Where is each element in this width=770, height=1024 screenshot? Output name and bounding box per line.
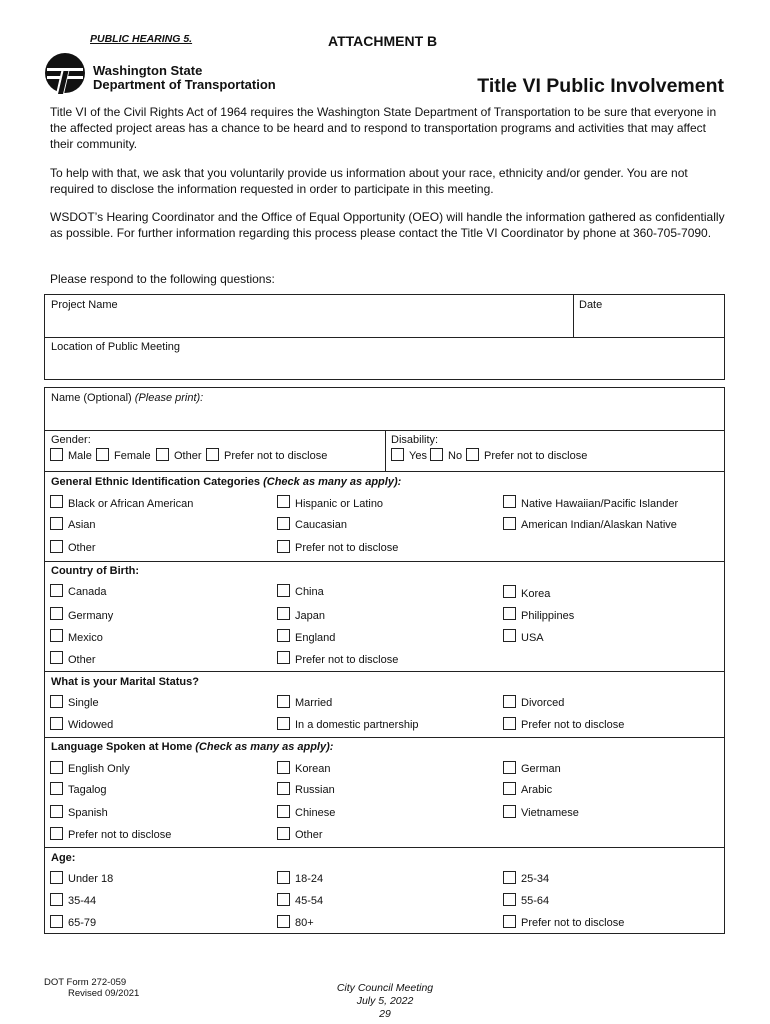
option-label: 45-54: [295, 895, 324, 907]
divider: [385, 430, 386, 471]
option-label: Asian: [68, 519, 96, 531]
checkbox-germany[interactable]: [50, 607, 63, 620]
option-label: Russian: [295, 784, 335, 796]
option-label: 55-64: [521, 895, 550, 907]
checkbox-lang-other[interactable]: [277, 827, 290, 840]
ethnic-hint: (Check as many as apply):: [263, 476, 402, 488]
option-label: Prefer not to disclose: [295, 542, 399, 554]
option-label: Prefer not to disclose: [68, 829, 172, 841]
option-label: Canada: [68, 586, 107, 598]
org-line-1: Washington State: [93, 63, 203, 78]
option-label: Black or African American: [68, 498, 194, 510]
option-label: Divorced: [521, 697, 565, 709]
location-field[interactable]: Location of Public Meeting: [51, 341, 181, 353]
divider: [44, 847, 725, 848]
checkbox-ethnic-prefer-not[interactable]: [277, 540, 290, 553]
divider: [573, 294, 574, 337]
checkbox-disability-prefer-not[interactable]: [466, 448, 479, 461]
checkbox-80-plus[interactable]: [277, 915, 290, 928]
option-label: Vietnamese: [521, 807, 579, 819]
checkbox-german[interactable]: [503, 761, 516, 774]
org-line-2: Department of Transportation: [93, 77, 276, 92]
option-label: Married: [295, 697, 333, 709]
marital-section-title: What is your Marital Status?: [51, 676, 199, 688]
option-label: Prefer not to disclose: [224, 450, 328, 462]
name-field[interactable]: [51, 392, 203, 404]
option-label: Tagalog: [68, 784, 107, 796]
option-label: USA: [521, 632, 544, 644]
checkbox-tagalog[interactable]: [50, 782, 63, 795]
checkbox-mexico[interactable]: [50, 629, 63, 642]
option-label: American Indian/Alaskan Native: [521, 519, 677, 531]
page-title: Title VI Public Involvement: [477, 75, 724, 97]
checkbox-gender-prefer-not[interactable]: [206, 448, 219, 461]
checkbox-usa[interactable]: [503, 629, 516, 642]
checkbox-english-only[interactable]: [50, 761, 63, 774]
option-label: Caucasian: [295, 519, 347, 531]
intro-paragraph-4: Please respond to the following questions:: [50, 272, 275, 286]
name-label: Name (Optional): [51, 392, 132, 404]
checkbox-hispanic-latino[interactable]: [277, 495, 290, 508]
age-section-title: Age:: [51, 852, 76, 864]
checkbox-asian[interactable]: [50, 517, 63, 530]
project-name-field[interactable]: Project Name: [51, 299, 118, 311]
checkbox-female[interactable]: [96, 448, 109, 461]
language-title-text: Language Spoken at Home: [51, 741, 193, 753]
option-label: Single: [68, 697, 99, 709]
intro-paragraph-2: To help with that, we ask that you voluntarily provide us information about your race, ethnicity and/or gender. You are not required to disclose the information requested in order to participate in this meeting.: [50, 166, 688, 196]
divider: [44, 471, 725, 472]
form-number: [44, 977, 139, 999]
divider: [44, 671, 725, 672]
option-label: Germany: [68, 610, 114, 622]
intro-paragraph-3: WSDOT’s Hearing Coordinator and the Office of Equal Opportunity (OEO) will handle the information gathered as confidentially as possible. For further information regarding this process please contact the Title VI Coordinator by phone at 360-705-7090.: [50, 210, 725, 240]
wsdot-logo-icon: [44, 52, 86, 94]
attachment-label: ATTACHMENT B: [328, 33, 438, 49]
checkbox-55-64[interactable]: [503, 893, 516, 906]
checkbox-black-african-american[interactable]: [50, 495, 63, 508]
option-label: Under 18: [68, 873, 114, 885]
checkbox-marital-prefer-not[interactable]: [503, 717, 516, 730]
gender-label: Gender:: [51, 434, 91, 446]
page-number: 29: [379, 1008, 391, 1020]
checkbox-domestic-partnership[interactable]: [277, 717, 290, 730]
form-number-text: DOT Form 272-059: [44, 977, 127, 988]
checkbox-birth-other[interactable]: [50, 651, 63, 664]
checkbox-35-44[interactable]: [50, 893, 63, 906]
option-label: Yes: [409, 450, 427, 462]
footer-date: July 5, 2022: [356, 995, 414, 1007]
option-label: Prefer not to disclose: [521, 917, 625, 929]
checkbox-russian[interactable]: [277, 782, 290, 795]
option-label: 18-24: [295, 873, 324, 885]
language-section-title: [51, 741, 333, 753]
checkbox-ethnic-other[interactable]: [50, 540, 63, 553]
checkbox-philippines[interactable]: [503, 607, 516, 620]
name-hint: (Please print):: [134, 392, 204, 404]
option-label: Other: [68, 654, 96, 666]
language-hint: (Check as many as apply):: [195, 741, 334, 753]
footer-meeting: City Council Meeting: [336, 982, 434, 994]
checkbox-age-prefer-not[interactable]: [503, 915, 516, 928]
public-hearing-label: PUBLIC HEARING 5.: [90, 33, 193, 45]
checkbox-yes[interactable]: [391, 448, 404, 461]
option-label: Mexico: [68, 632, 103, 644]
checkbox-korea[interactable]: [503, 585, 516, 598]
checkbox-vietnamese[interactable]: [503, 805, 516, 818]
divider: [44, 561, 725, 562]
checkbox-no[interactable]: [430, 448, 443, 461]
checkbox-canada[interactable]: [50, 584, 63, 597]
option-label: 80+: [295, 917, 314, 929]
option-label: 35-44: [68, 895, 97, 907]
option-label: Prefer not to disclose: [484, 450, 588, 462]
checkbox-male[interactable]: [50, 448, 63, 461]
checkbox-korean[interactable]: [277, 761, 290, 774]
option-label: Japan: [295, 610, 325, 622]
checkbox-45-54[interactable]: [277, 893, 290, 906]
option-label: Other: [68, 542, 96, 554]
option-label: Male: [68, 450, 92, 462]
checkbox-american-indian[interactable]: [503, 517, 516, 530]
intro-paragraph-1: Title VI of the Civil Rights Act of 1964 requires the Washington State Department of Transportation to be sure that everyone in the affected project areas has a chance to be heard and to respond to transportation programs and activities that may affect their community.: [50, 105, 717, 151]
checkbox-arabic[interactable]: [503, 782, 516, 795]
checkbox-native-hawaiian[interactable]: [503, 495, 516, 508]
ethnic-title-text: General Ethnic Identification Categories: [51, 476, 261, 488]
option-label: No: [448, 450, 463, 462]
org-name: [93, 64, 276, 92]
checkbox-caucasian[interactable]: [277, 517, 290, 530]
option-label: Philippines: [521, 610, 575, 622]
disability-label: Disability:: [391, 434, 439, 446]
checkbox-married[interactable]: [277, 695, 290, 708]
checkbox-other[interactable]: [156, 448, 169, 461]
checkbox-single[interactable]: [50, 695, 63, 708]
checkbox-65-79[interactable]: [50, 915, 63, 928]
option-label: 65-79: [68, 917, 97, 929]
option-label: Arabic: [521, 784, 553, 796]
checkbox-japan[interactable]: [277, 607, 290, 620]
divider: [44, 737, 725, 738]
checkbox-chinese[interactable]: [277, 805, 290, 818]
option-label: 25-34: [521, 873, 550, 885]
option-label: Prefer not to disclose: [295, 654, 399, 666]
option-label: English Only: [68, 763, 130, 775]
option-label: Female: [114, 450, 151, 462]
checkbox-under-18[interactable]: [50, 871, 63, 884]
checkbox-england[interactable]: [277, 629, 290, 642]
ethnic-section-title: [51, 476, 401, 488]
option-label: Korea: [521, 588, 551, 600]
option-label: Korean: [295, 763, 331, 775]
checkbox-birth-prefer-not[interactable]: [277, 651, 290, 664]
checkbox-18-24[interactable]: [277, 871, 290, 884]
checkbox-spanish[interactable]: [50, 805, 63, 818]
divider: [44, 337, 725, 338]
revised-date: Revised 09/2021: [68, 988, 140, 999]
option-label: Spanish: [68, 807, 108, 819]
option-label: Chinese: [295, 807, 336, 819]
checkbox-china[interactable]: [277, 584, 290, 597]
option-label: Widowed: [68, 719, 114, 731]
checkbox-divorced[interactable]: [503, 695, 516, 708]
option-label: Other: [295, 829, 323, 841]
meeting-footer: [320, 982, 450, 1021]
option-label: Native Hawaiian/Pacific Islander: [521, 498, 679, 510]
option-label: In a domestic partnership: [295, 719, 419, 731]
option-label: Prefer not to disclose: [521, 719, 625, 731]
checkbox-lang-prefer-not[interactable]: [50, 827, 63, 840]
option-label: Other: [174, 450, 202, 462]
date-field[interactable]: Date: [579, 299, 603, 311]
option-label: England: [295, 632, 336, 644]
option-label: German: [521, 763, 561, 775]
option-label: Hispanic or Latino: [295, 498, 384, 510]
option-label: China: [295, 586, 324, 598]
checkbox-25-34[interactable]: [503, 871, 516, 884]
birth-section-title: Country of Birth:: [51, 565, 139, 577]
checkbox-widowed[interactable]: [50, 717, 63, 730]
